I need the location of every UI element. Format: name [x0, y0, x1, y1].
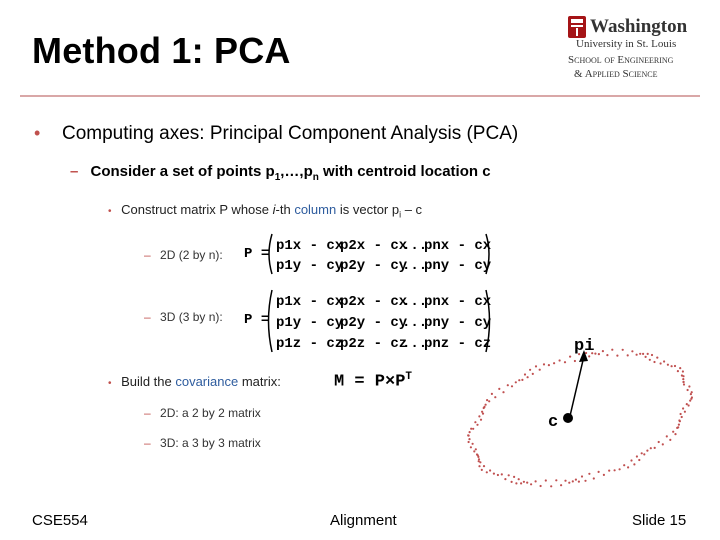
cov-3d-label: 3D: a 3 by 3 matrix [160, 436, 261, 450]
sub2-end: – c [401, 202, 423, 217]
university-logo [568, 14, 696, 84]
cloud-point [651, 354, 653, 356]
cloud-point [515, 381, 517, 383]
matrix-3d-row1 [276, 294, 492, 310]
item-3d [144, 310, 223, 324]
cloud-point [656, 357, 658, 359]
cloud-point [520, 482, 522, 484]
bullet-level2 [70, 163, 491, 183]
sub2-sub: i [399, 209, 402, 220]
cloud-point [478, 415, 480, 417]
cloud-point [502, 391, 504, 393]
cloud-point [679, 367, 681, 369]
cloud-point [690, 393, 692, 395]
dash-icon: – [144, 248, 151, 262]
cloud-point [671, 365, 673, 367]
cloud-point [662, 443, 664, 445]
cloud-point [681, 416, 683, 418]
cloud-point [507, 384, 509, 386]
label-pi: pi [574, 337, 595, 356]
cloud-point [677, 370, 679, 372]
cloud-point [678, 419, 680, 421]
cloud-point [636, 354, 638, 356]
equals-sign: = [260, 246, 270, 262]
cloud-point [481, 469, 483, 471]
sub1-post: with centroid location c [318, 163, 491, 180]
cloud-point [540, 485, 542, 487]
cloud-point [593, 477, 595, 479]
cloud-point [642, 353, 644, 355]
cloud-point [493, 473, 495, 475]
cloud-point [523, 481, 525, 483]
logo-line3: School of Engineering [568, 54, 674, 66]
cloud-point [572, 480, 574, 482]
cloud-point [515, 482, 517, 484]
sub1-subn: n [312, 172, 319, 183]
cloud-point [532, 373, 534, 375]
cloud-point [643, 453, 645, 455]
slide-title: Method 1: PCA [32, 30, 291, 71]
cloud-point [481, 411, 483, 413]
cloud-point [491, 393, 493, 395]
cov-pre: Build the [121, 374, 176, 389]
cloud-point [691, 391, 693, 393]
cloud-point [680, 413, 682, 415]
point-cloud-figure [460, 330, 700, 506]
p-label: P [244, 246, 253, 262]
sub2-pre: Construct matrix P whose [121, 202, 273, 217]
covariance-formula [334, 371, 412, 392]
cloud-point [674, 365, 676, 367]
cov-post: matrix: [238, 374, 281, 389]
cloud-point [504, 478, 506, 480]
cloud-point [660, 362, 662, 364]
cloud-point [636, 455, 638, 457]
cloud-point [472, 428, 474, 430]
p-label: P [244, 312, 253, 328]
point-cloud [467, 349, 693, 488]
item-cov-2d [144, 406, 261, 420]
cloud-point [482, 413, 484, 415]
cloud-point [501, 473, 503, 475]
cell-3d-r1c3: ... [402, 294, 428, 310]
matrix-2d-row1 [276, 238, 492, 254]
cloud-point [633, 463, 635, 465]
cloud-point [584, 480, 586, 482]
cloud-point [539, 369, 541, 371]
bullet-icon: • [108, 206, 112, 217]
vector-arrow [570, 356, 584, 416]
item-cov-3d [144, 436, 261, 450]
cloud-point [682, 375, 684, 377]
cloud-point [521, 379, 523, 381]
label-c: c [548, 413, 559, 432]
cloud-point [473, 450, 475, 452]
left-paren [269, 234, 272, 274]
title-divider [20, 95, 700, 97]
cloud-point [619, 468, 621, 470]
cloud-point [470, 428, 472, 430]
cloud-point [497, 474, 499, 476]
cloud-point [650, 447, 652, 449]
cloud-point [470, 446, 472, 448]
cloud-point [513, 476, 515, 478]
cloud-point [653, 361, 655, 363]
matrix-2d-row2 [276, 258, 492, 274]
cloud-point [508, 474, 510, 476]
left-paren [269, 290, 273, 352]
cloud-point [488, 400, 490, 402]
matrix-3d-row3 [276, 336, 491, 352]
cell-3d-r3c2: p2z - cz [340, 336, 408, 352]
cloud-point [622, 349, 624, 351]
cloud-point [476, 453, 478, 455]
cloud-point [485, 404, 487, 406]
cloud-point [553, 362, 555, 364]
cloud-point [674, 433, 676, 435]
bullet-covariance [108, 374, 281, 389]
cloud-point [639, 353, 641, 355]
logo-line4: & Applied Science [574, 68, 658, 80]
cloud-point [472, 443, 474, 445]
cloud-point [524, 373, 526, 375]
cloud-point [602, 350, 604, 352]
cloud-point [663, 360, 665, 362]
cloud-point [483, 406, 485, 408]
cloud-point [611, 349, 613, 351]
sub1-pre: Consider a set of points p [90, 163, 275, 180]
item-2d-label: 2D (2 by n): [160, 248, 223, 262]
cloud-point [469, 431, 471, 433]
cloud-point [638, 459, 640, 461]
centroid-point [563, 413, 573, 423]
cloud-point [559, 359, 561, 361]
cloud-point [676, 427, 678, 429]
cloud-point [623, 464, 625, 466]
matrix-3d-row2 [276, 315, 492, 331]
cell-2d-r2c4: pny - cy [424, 258, 492, 274]
footer-title: Alignment [330, 512, 397, 529]
cloud-point [560, 484, 562, 486]
cell-2d-r2c3: ... [402, 258, 428, 274]
cloud-point [684, 411, 686, 413]
cov-sup: T [405, 371, 413, 383]
sub2-mid: -th [275, 202, 295, 217]
sub1-mid: ,…,p [280, 163, 313, 180]
cloud-point [682, 370, 684, 372]
footer-course: CSE554 [32, 512, 88, 529]
sub2-i: i [272, 202, 276, 217]
cell-3d-r1c4: pnx - cx [424, 294, 492, 310]
cell-3d-r2c3: ... [402, 315, 428, 331]
cloud-point [543, 363, 545, 365]
cloud-point [682, 407, 684, 409]
cloud-point [483, 465, 485, 467]
cloud-point [666, 435, 668, 437]
cloud-point [598, 471, 600, 473]
bullet-icon: • [34, 123, 41, 143]
cloud-point [688, 385, 690, 387]
cloud-point [494, 396, 496, 398]
cloud-point [603, 474, 605, 476]
cloud-point [468, 435, 470, 437]
cloud-point [627, 354, 629, 356]
cloud-point [658, 441, 660, 443]
cloud-point [529, 369, 531, 371]
cloud-point [489, 469, 491, 471]
cloud-point [631, 350, 633, 352]
cell-3d-r3c3: ... [402, 336, 428, 352]
cloud-point [476, 424, 478, 426]
cell-2d-r2c2: p2y - cy [340, 258, 408, 274]
cloud-point [527, 376, 529, 378]
cell-3d-r1c2: p2x - cx [340, 294, 408, 310]
cloud-point [498, 388, 500, 390]
bullet-level1 [36, 123, 518, 145]
cloud-point [683, 381, 685, 383]
cell-2d-r2c1: p1y - cy [276, 258, 344, 274]
cloud-point [581, 475, 583, 477]
cloud-point [468, 441, 470, 443]
bullet1-text: Computing axes: Principal Component Analysis (PCA) [62, 123, 519, 144]
cell-3d-r2c1: p1y - cy [276, 315, 344, 331]
cloud-point [641, 452, 643, 454]
cloud-point [616, 355, 618, 357]
cloud-point [535, 365, 537, 367]
logo-line2: University in St. Louis [576, 38, 677, 50]
footer-slide-number: Slide 15 [632, 512, 687, 529]
cloud-point [535, 480, 537, 482]
cloud-point [568, 482, 570, 484]
item-2d [144, 248, 223, 262]
cloud-point [606, 354, 608, 356]
cloud-point [645, 356, 647, 358]
cloud-point [478, 460, 480, 462]
cloud-point [672, 431, 674, 433]
cloud-point [530, 483, 532, 485]
cloud-point [468, 438, 470, 440]
sub2-column: column [294, 202, 337, 217]
dash-icon: – [70, 163, 79, 180]
cloud-point [594, 353, 596, 355]
cloud-point [569, 356, 571, 358]
cloud-point [627, 466, 629, 468]
cloud-point [686, 403, 688, 405]
cloud-point [545, 479, 547, 481]
sub2-post: is vector p [336, 202, 400, 217]
cloud-point [687, 389, 689, 391]
cloud-point [682, 378, 684, 380]
bullet-construct [108, 202, 422, 220]
item-3d-label: 3D (3 by n): [160, 310, 223, 324]
cloud-point [630, 459, 632, 461]
cloud-point [598, 353, 600, 355]
cloud-point [683, 383, 685, 385]
dash-icon: – [144, 436, 151, 450]
cloud-point [608, 470, 610, 472]
cloud-point [486, 471, 488, 473]
cloud-point [478, 465, 480, 467]
cloud-point [564, 480, 566, 482]
cell-2d-r1c3: ... [402, 238, 428, 254]
cloud-point [649, 359, 651, 361]
dash-icon: – [144, 406, 151, 420]
cloud-point [474, 421, 476, 423]
cloud-point [689, 400, 691, 402]
cell-3d-r2c2: p2y - cy [340, 315, 408, 331]
cell-3d-r3c4: pnz - cz [424, 336, 492, 352]
logo-line1: Washington [590, 16, 688, 37]
cell-2d-r1c4: pnx - cx [424, 238, 492, 254]
cloud-point [548, 364, 550, 366]
cloud-point [588, 473, 590, 475]
cloud-point [667, 364, 669, 366]
cloud-point [486, 399, 488, 401]
cloud-point [688, 404, 690, 406]
cov-2d-label: 2D: a 2 by 2 matrix [160, 406, 261, 420]
cloud-point [614, 469, 616, 471]
cell-2d-r1c1: p1x - cx [276, 238, 344, 254]
cloud-point [550, 485, 552, 487]
cell-3d-r2c4: pny - cy [424, 315, 492, 331]
cloud-point [654, 447, 656, 449]
cloud-point [511, 481, 513, 483]
cloud-point [478, 458, 480, 460]
sub1-sub1: 1 [274, 172, 281, 183]
cell-3d-r1c1: p1x - cx [276, 294, 344, 310]
cloud-point [475, 448, 477, 450]
matrix-2d [264, 232, 494, 276]
cloud-point [555, 479, 557, 481]
equals-sign: = [260, 312, 270, 328]
cloud-point [678, 424, 680, 426]
cloud-point [564, 361, 566, 363]
cloud-point [518, 379, 520, 381]
cloud-point [647, 353, 649, 355]
cloud-point [646, 450, 648, 452]
cloud-point [518, 478, 520, 480]
cloud-point [526, 482, 528, 484]
cloud-point [669, 439, 671, 441]
dash-icon: – [144, 310, 151, 324]
cell-3d-r3c1: p1z - cz [276, 336, 344, 352]
cloud-point [574, 360, 576, 362]
cloud-point [578, 481, 580, 483]
cloud-point [690, 398, 692, 400]
bullet-icon: • [108, 378, 112, 389]
cell-2d-r1c2: p2x - cx [340, 238, 408, 254]
cov-formula: M = P×P [334, 372, 406, 392]
cloud-point [575, 479, 577, 481]
cloud-point [480, 419, 482, 421]
cloud-point [511, 385, 513, 387]
cov-word: covariance [175, 374, 239, 389]
